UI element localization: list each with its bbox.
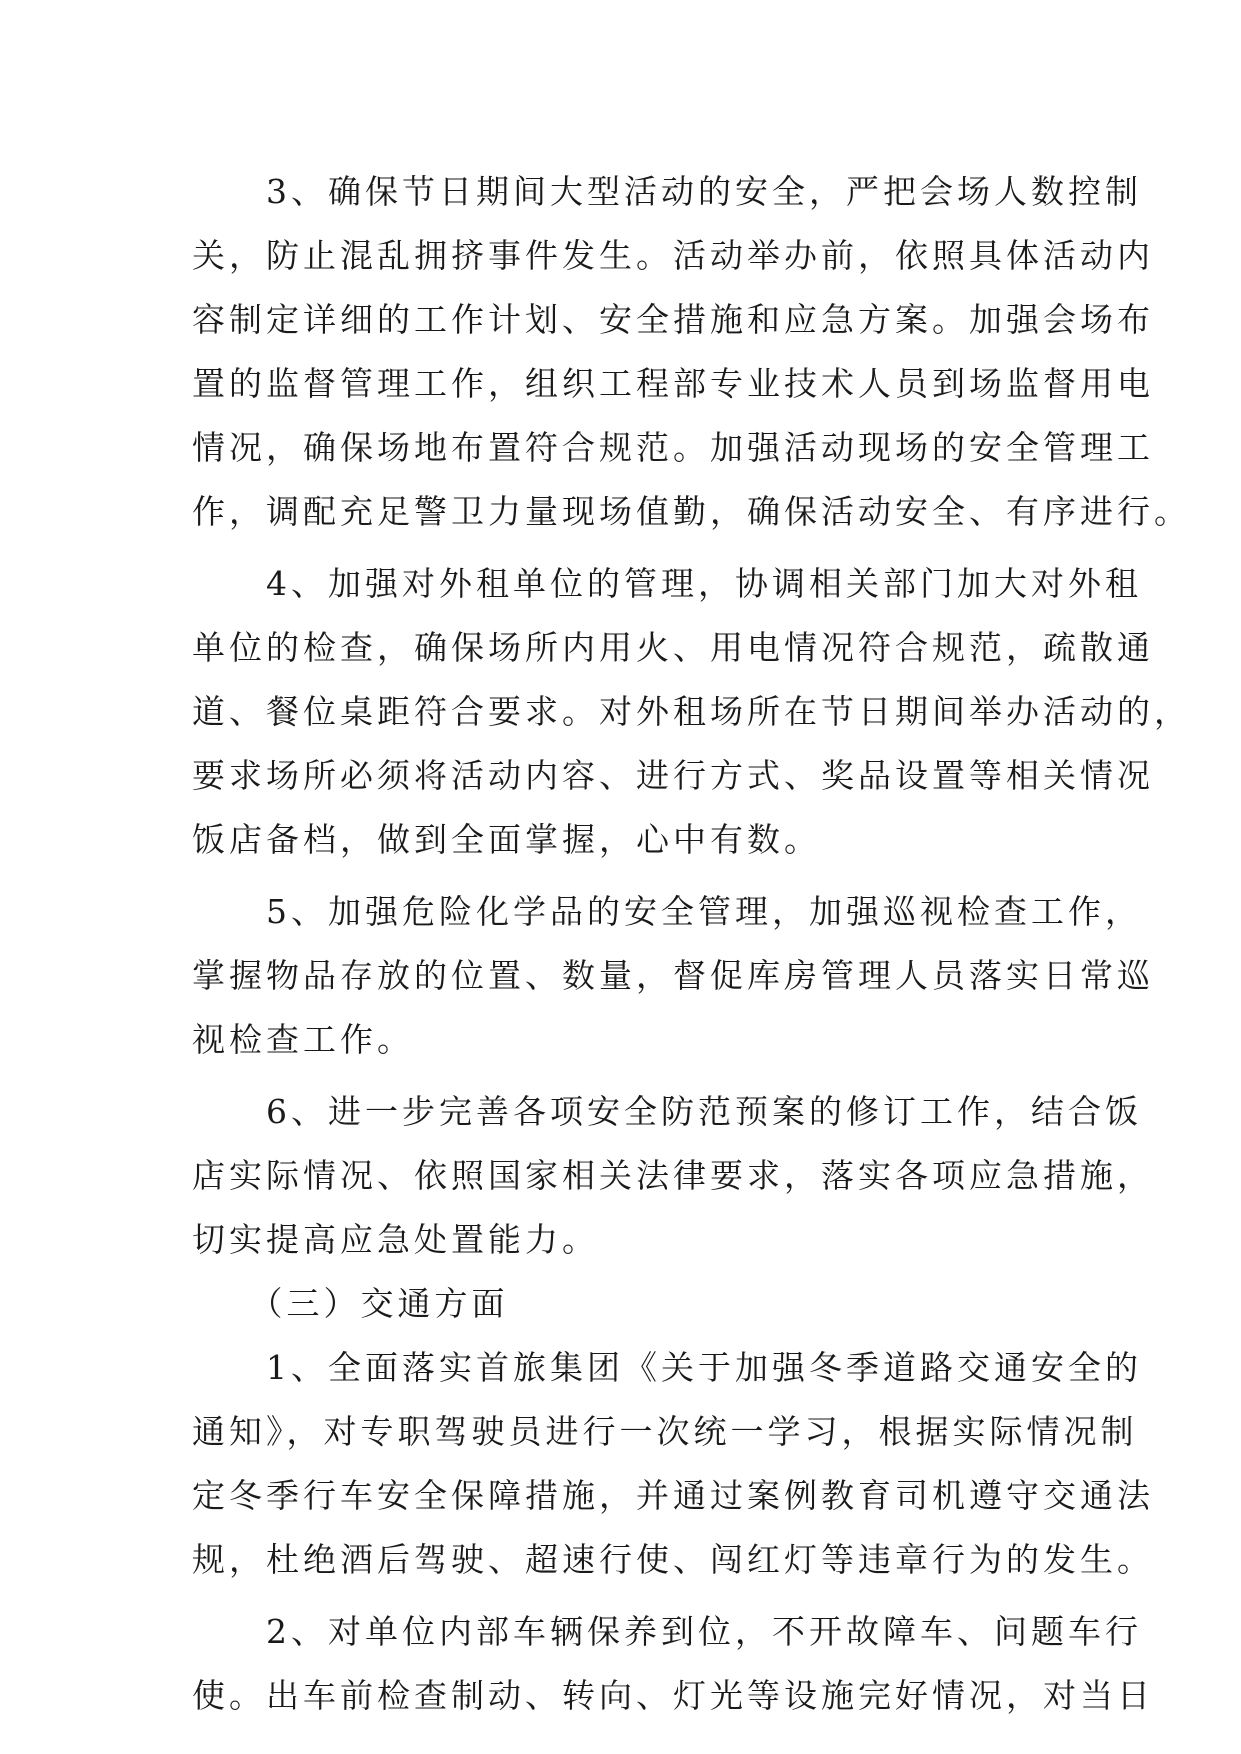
text-line: 视检查工作。 [192,1020,414,1059]
text-line: 4、加强对外租单位的管理，协调相关部门加大对外租 [192,564,1142,603]
text-line: 关，防止混乱拥挤事件发生。活动举办前，依照具体活动内 [192,236,1154,275]
text-line: 2、对单位内部车辆保养到位，不开故障车、问题车行 [192,1612,1142,1651]
text-line: 切实提高应急处置能力。 [192,1220,599,1259]
text-line: 容制定详细的工作计划、安全措施和应急方案。加强会场布 [192,300,1154,339]
text-line: 1、全面落实首旅集团《关于加强冬季道路交通安全的 [192,1348,1142,1387]
text-line: 要求场所必须将活动内容、进行方式、奖品设置等相关情况 [192,756,1154,795]
text-line: 使。出车前检查制动、转向、灯光等设施完好情况，对当日 [192,1676,1154,1715]
text-line: 饭店备档，做到全面掌握，心中有数。 [192,820,821,859]
text-line: 置的监督管理工作，组织工程部专业技术人员到场监督用电 [192,364,1154,403]
text-line: 5、加强危险化学品的安全管理，加强巡视检查工作， [192,892,1142,931]
document-body [192,160,1191,1728]
text-line: 定冬季行车安全保障措施，并通过案例教育司机遵守交通法 [192,1476,1154,1515]
text-line: 3、确保节日期间大型活动的安全，严把会场人数控制 [192,172,1142,211]
text-line: 情况，确保场地布置符合规范。加强活动现场的安全管理工 [192,428,1154,467]
text-line: 单位的检查，确保场所内用火、用电情况符合规范，疏散通 [192,628,1154,667]
text-line: 作，调配充足警卫力量现场值勤，确保活动安全、有序进行。 [192,492,1191,531]
text-line: 通知》，对专职驾驶员进行一次统一学习，根据实际情况制 [192,1412,1138,1451]
text-line: 掌握物品存放的位置、数量，督促库房管理人员落实日常巡 [192,956,1154,995]
text-line: 道、餐位桌距符合要求。对外租场所在节日期间举办活动的， [192,692,1191,731]
text-line: 店实际情况、依照国家相关法律要求，落实各项应急措施， [192,1156,1154,1195]
section-heading: （三）交通方面 [192,1284,509,1323]
text-line: 6、进一步完善各项安全防范预案的修订工作，结合饭 [192,1092,1142,1131]
text-line: 规，杜绝酒后驾驶、超速行使、闯红灯等违章行为的发生。 [192,1540,1154,1579]
